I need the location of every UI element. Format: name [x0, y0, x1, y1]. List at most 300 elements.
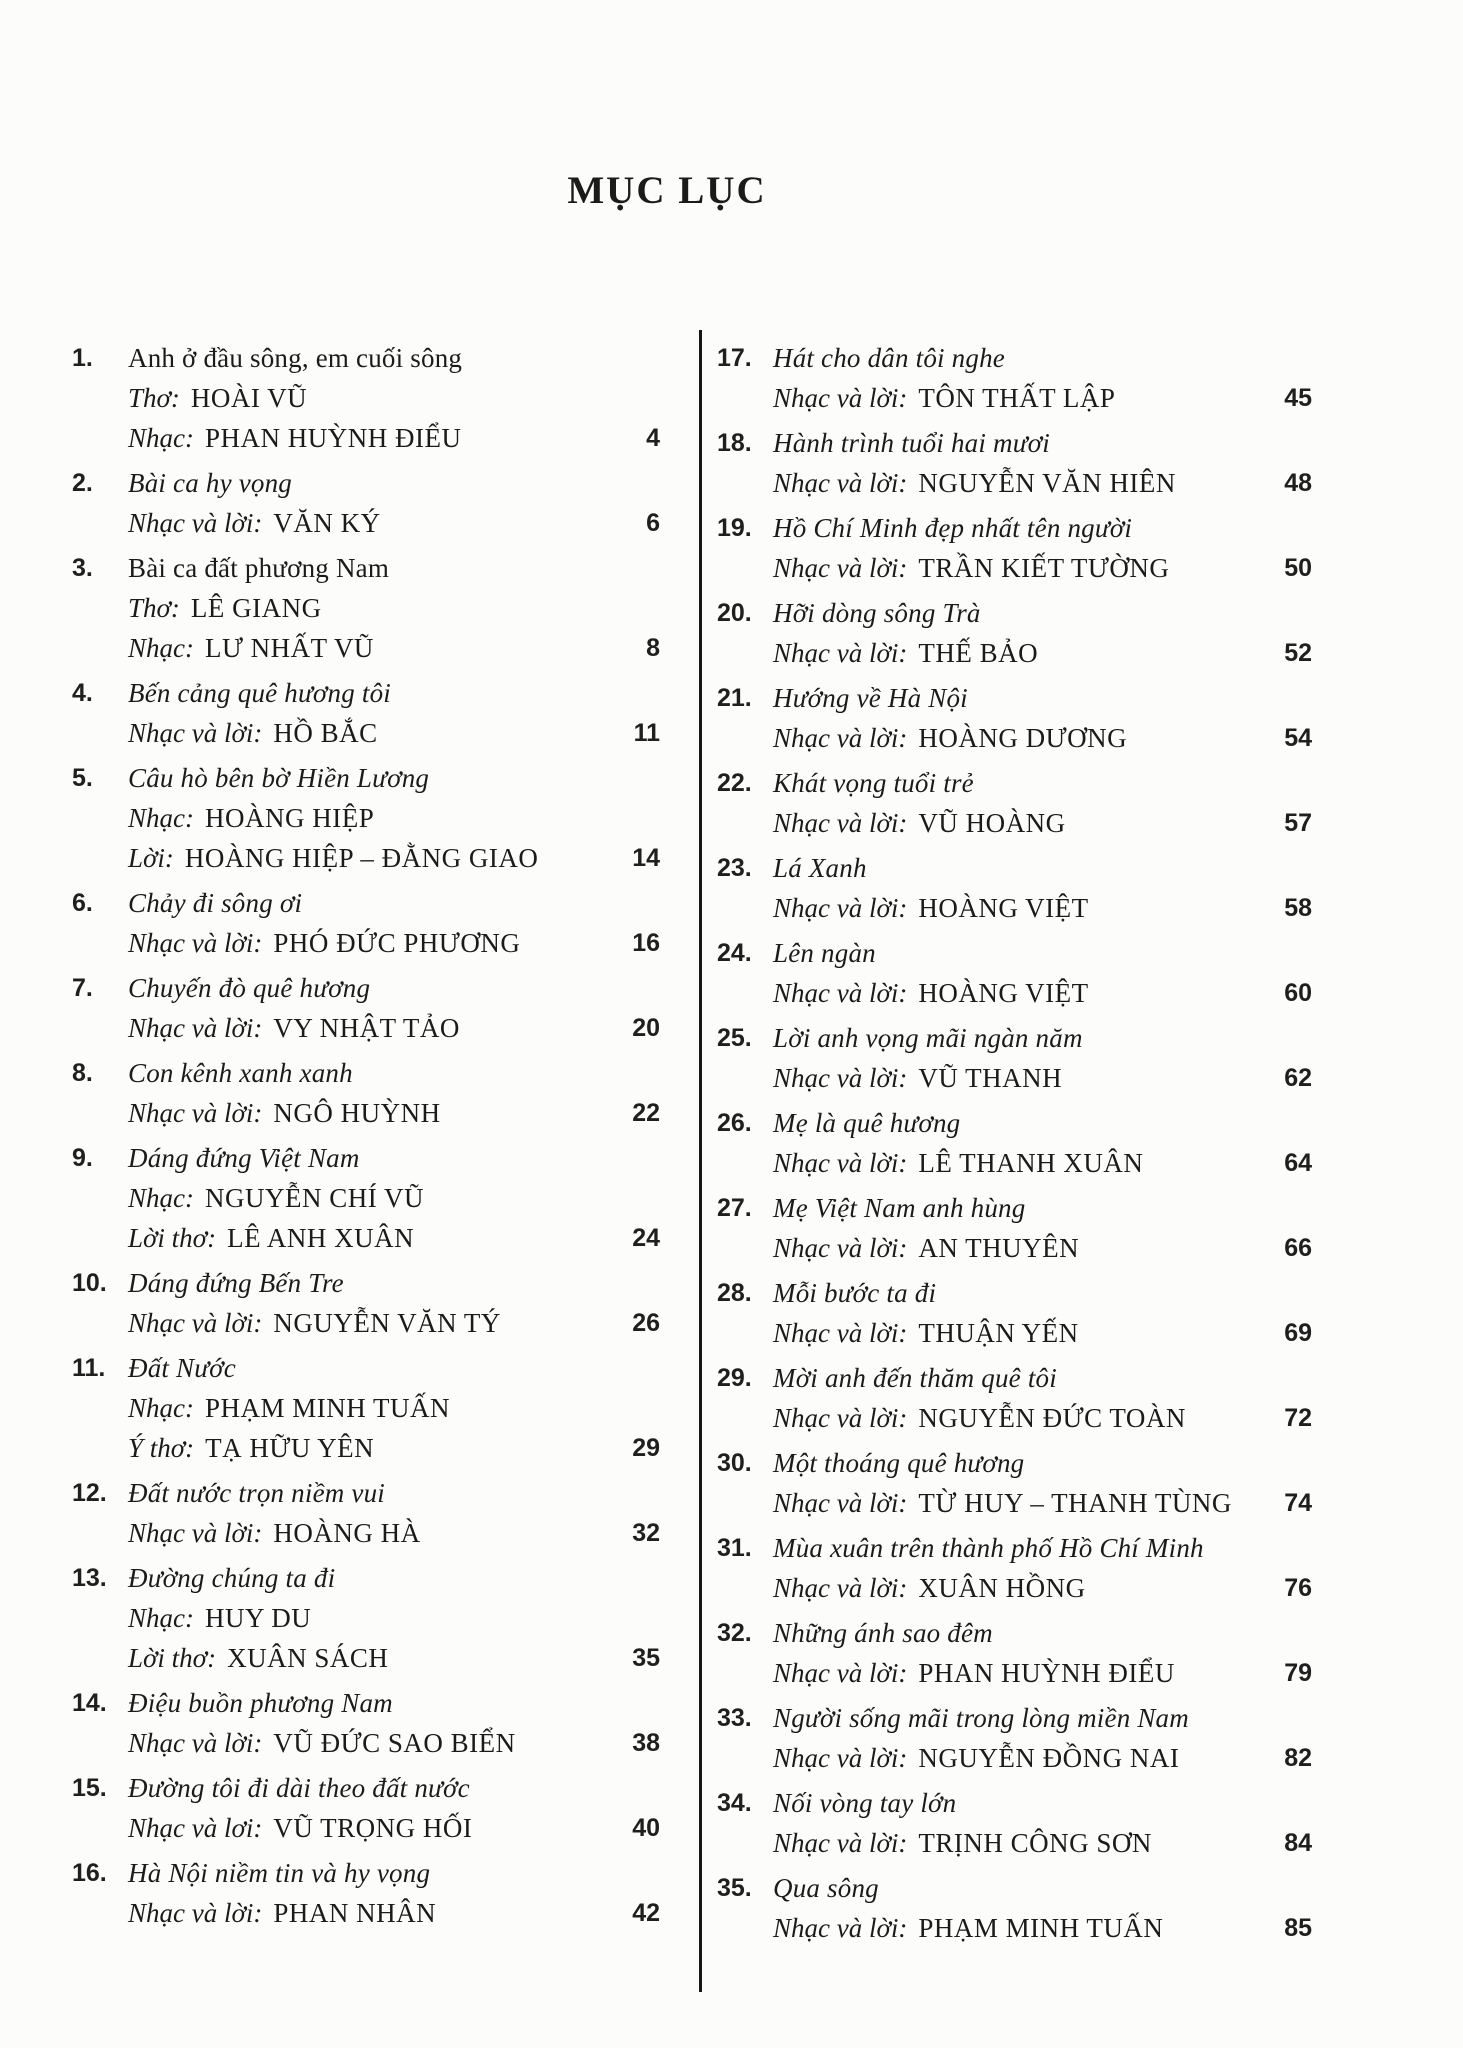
entry-number: 34.: [717, 1788, 752, 1817]
credit-name: THUẬN YẾN: [918, 1317, 1079, 1348]
credit-line: [72, 628, 660, 668]
toc-entry: [717, 1698, 1312, 1778]
toc-right-column: [717, 338, 1312, 1948]
toc-entry-title-line: [72, 968, 660, 1008]
entry-number: 17.: [717, 343, 752, 372]
credit-name: NGUYỄN VĂN TÝ: [273, 1307, 501, 1338]
toc-entry: [717, 1018, 1312, 1098]
entry-number: 33.: [717, 1703, 752, 1732]
credit-line: [72, 1598, 660, 1638]
page-number: 50: [1284, 553, 1312, 582]
entry-number: 21.: [717, 683, 752, 712]
toc-entry: [717, 1273, 1312, 1353]
credit-line: [72, 1638, 660, 1678]
toc-entry-title-line: [72, 1473, 660, 1513]
toc-entry: [717, 1613, 1312, 1693]
credit-line: [717, 1483, 1312, 1523]
song-title: Mùa xuân trên thành phố Hồ Chí Minh: [773, 1532, 1204, 1563]
page-number: 20: [632, 1013, 660, 1042]
song-title: Nối vòng tay lớn: [773, 1787, 957, 1818]
credit-name: PHAN HUỲNH ĐIỂU: [204, 422, 462, 453]
credit-line: [717, 1058, 1312, 1098]
entry-number: 22.: [717, 768, 752, 797]
credit-line: [72, 1218, 660, 1258]
page-number: 45: [1284, 383, 1312, 412]
toc-entry: [72, 1558, 660, 1678]
entry-number: 10.: [72, 1268, 107, 1297]
credit-label: Nhạc và lời:: [773, 1402, 908, 1433]
toc-entry-title-line: [717, 1103, 1312, 1143]
song-title: Dáng đứng Việt Nam: [128, 1142, 360, 1173]
credit-label: Nhạc:: [128, 1182, 194, 1213]
credit-label: Nhạc và lời:: [773, 1062, 908, 1093]
credit-name: XUÂN HỒNG: [918, 1572, 1086, 1603]
credit-name: NGUYỄN CHÍ VŨ: [204, 1182, 424, 1213]
credit-name: HOÀNG DƯƠNG: [918, 722, 1128, 753]
credit-name: HOÀNG VIỆT: [918, 892, 1089, 923]
entry-number: 28.: [717, 1278, 752, 1307]
credit-line: [72, 588, 660, 628]
credit-label: Nhạc và lời:: [773, 1742, 908, 1773]
toc-entry-title-line: [717, 1868, 1312, 1908]
credit-label: Nhạc và lời:: [128, 1097, 263, 1128]
toc-entry: [717, 338, 1312, 418]
page-number: 42: [632, 1898, 660, 1927]
credit-name: LÊ THANH XUÂN: [918, 1147, 1144, 1178]
page-number: 26: [632, 1308, 660, 1337]
song-title: Những ánh sao đêm: [773, 1617, 993, 1648]
page-number: 40: [632, 1813, 660, 1842]
toc-entry: [72, 758, 660, 878]
entry-number: 30.: [717, 1448, 752, 1477]
page-number: 11: [633, 718, 660, 747]
song-title: Hát cho dân tôi nghe: [773, 342, 1005, 373]
toc-entry-title-line: [72, 548, 660, 588]
entry-number: 1.: [72, 343, 93, 372]
toc-entry-title-line: [72, 673, 660, 713]
credit-name: VĂN KÝ: [273, 507, 381, 538]
credit-line: [717, 1568, 1312, 1608]
credit-line: [717, 463, 1312, 503]
credit-line: [72, 1893, 660, 1933]
entry-number: 26.: [717, 1108, 752, 1137]
toc-entry: [72, 1853, 660, 1933]
page-number: 8: [646, 633, 660, 662]
page-number: 22: [632, 1098, 660, 1127]
toc-entry: [72, 1348, 660, 1468]
toc-entry: [72, 1138, 660, 1258]
credit-line: [72, 503, 660, 543]
credit-label: Lời:: [128, 842, 174, 873]
page-number: 66: [1284, 1233, 1312, 1262]
credit-line: [72, 1178, 660, 1218]
toc-entry: [717, 508, 1312, 588]
credit-label: Nhạc và lời:: [773, 807, 908, 838]
toc-entry-title-line: [72, 338, 660, 378]
credit-label: Nhạc và lời:: [773, 1912, 908, 1943]
song-title: Anh ở đầu sông, em cuối sông: [128, 342, 463, 373]
toc-entry: [72, 463, 660, 543]
credit-line: [717, 888, 1312, 928]
credit-name: HOÀNG HIỆP: [204, 802, 375, 833]
credit-label: Ý thơ:: [128, 1432, 195, 1463]
credit-name: HUY DU: [204, 1602, 312, 1633]
page-number: 72: [1284, 1403, 1312, 1432]
entry-number: 2.: [72, 468, 93, 497]
credit-line: [72, 1723, 660, 1763]
song-title: Hành trình tuổi hai mươi: [773, 427, 1050, 458]
credit-name: THẾ BẢO: [918, 637, 1039, 668]
song-title: Bài ca đất phương Nam: [128, 552, 390, 583]
credit-name: VY NHẬT TẢO: [273, 1012, 460, 1043]
credit-name: LÊ GIANG: [190, 592, 322, 623]
toc-entry: [72, 338, 660, 458]
song-title: Mỗi bước ta đi: [773, 1277, 937, 1308]
credit-line: [717, 1143, 1312, 1183]
toc-entry-title-line: [717, 1613, 1312, 1653]
credit-label: Nhạc và lời:: [773, 1827, 908, 1858]
credit-name: VŨ THANH: [918, 1062, 1063, 1093]
entry-number: 14.: [72, 1688, 107, 1717]
toc-entry: [717, 423, 1312, 503]
credit-line: [717, 1228, 1312, 1268]
page-number: 38: [632, 1728, 660, 1757]
toc-entry: [72, 1263, 660, 1343]
credit-line: [717, 1398, 1312, 1438]
song-title: Qua sông: [773, 1872, 879, 1903]
credit-label: Nhạc và lời:: [773, 552, 908, 583]
page-number: 54: [1284, 723, 1312, 752]
song-title: Hồ Chí Minh đẹp nhất tên người: [773, 512, 1133, 543]
credit-name: VŨ TRỌNG HỐI: [273, 1812, 473, 1843]
credit-label: Nhạc và lời:: [128, 1897, 263, 1928]
entry-number: 13.: [72, 1563, 107, 1592]
song-title: Đường tôi đi dài theo đất nước: [128, 1772, 470, 1803]
credit-name: HOÀNG HÀ: [273, 1517, 421, 1548]
page-number: 6: [646, 508, 660, 537]
page-number: 4: [646, 423, 660, 452]
credit-label: Nhạc và lời:: [773, 722, 908, 753]
credit-line: [717, 1653, 1312, 1693]
credit-line: [72, 378, 660, 418]
song-title: Người sống mãi trong lòng miền Nam: [773, 1702, 1189, 1733]
toc-entry: [717, 1103, 1312, 1183]
toc-entry: [717, 763, 1312, 843]
song-title: Đất nước trọn niềm vui: [128, 1477, 385, 1508]
toc-entry-title-line: [717, 423, 1312, 463]
entry-number: 12.: [72, 1478, 107, 1507]
toc-entry-title-line: [717, 593, 1312, 633]
entry-number: 9.: [72, 1143, 93, 1172]
page-number: 57: [1284, 808, 1312, 837]
toc-entry: [717, 848, 1312, 928]
toc-entry-title-line: [72, 463, 660, 503]
toc-entry-title-line: [717, 1783, 1312, 1823]
toc-entry: [717, 1443, 1312, 1523]
page-number: 69: [1284, 1318, 1312, 1347]
toc-left-column: [72, 338, 660, 1933]
credit-name: NGUYỄN ĐỨC TOÀN: [918, 1402, 1186, 1433]
credit-line: [72, 713, 660, 753]
song-title: Lên ngàn: [773, 937, 876, 968]
credit-label: Nhạc:: [128, 1392, 194, 1423]
credit-label: Nhạc và lời:: [773, 1657, 908, 1688]
page-number: 74: [1284, 1488, 1312, 1517]
entry-number: 20.: [717, 598, 752, 627]
credit-line: [72, 1388, 660, 1428]
page-number: 24: [632, 1223, 660, 1252]
credit-line: [72, 838, 660, 878]
credit-line: [717, 1908, 1312, 1948]
toc-entry: [72, 1768, 660, 1848]
toc-entry-title-line: [72, 1053, 660, 1093]
song-title: Mời anh đến thăm quê tôi: [773, 1362, 1057, 1393]
credit-label: Nhạc và lời:: [128, 717, 263, 748]
entry-number: 4.: [72, 678, 93, 707]
credit-label: Thơ:: [128, 382, 180, 413]
page-number: 29: [632, 1433, 660, 1462]
credit-name: HOÀNG VIỆT: [918, 977, 1089, 1008]
credit-line: [717, 1313, 1312, 1353]
credit-label: Nhạc và lời:: [128, 1012, 263, 1043]
credit-label: Lời thơ:: [128, 1222, 217, 1253]
page-number: 79: [1284, 1658, 1312, 1687]
credit-label: Nhạc và lời:: [773, 892, 908, 923]
song-title: Chuyến đò quê hương: [128, 972, 371, 1003]
credit-label: Nhạc:: [128, 802, 194, 833]
entry-number: 27.: [717, 1193, 752, 1222]
toc-entry-title-line: [72, 883, 660, 923]
credit-name: NGUYỄN ĐỒNG NAI: [918, 1742, 1180, 1773]
credit-label: Nhạc và lời:: [773, 1317, 908, 1348]
credit-name: PHẠM MINH TUẤN: [204, 1392, 451, 1423]
toc-entry-title-line: [72, 1263, 660, 1303]
credit-name: NGÔ HUỲNH: [273, 1097, 441, 1128]
page-number: 84: [1284, 1828, 1312, 1857]
toc-entry: [717, 1358, 1312, 1438]
entry-number: 32.: [717, 1618, 752, 1647]
page-number: 76: [1284, 1573, 1312, 1602]
toc-entry-title-line: [72, 1348, 660, 1388]
toc-entry: [717, 1528, 1312, 1608]
toc-entry: [717, 593, 1312, 673]
credit-label: Nhạc và lời:: [128, 1517, 263, 1548]
song-title: Khát vọng tuổi trẻ: [773, 767, 974, 798]
entry-number: 25.: [717, 1023, 752, 1052]
credit-line: [717, 633, 1312, 673]
song-title: Con kênh xanh xanh: [128, 1057, 353, 1088]
credit-name: AN THUYÊN: [918, 1232, 1080, 1263]
toc-entry-title-line: [72, 1138, 660, 1178]
credit-line: [72, 1428, 660, 1468]
entry-number: 7.: [72, 973, 93, 1002]
entry-number: 5.: [72, 763, 93, 792]
credit-name: LÊ ANH XUÂN: [227, 1222, 415, 1253]
credit-label: Nhạc và lời:: [128, 507, 263, 538]
entry-number: 31.: [717, 1533, 752, 1562]
credit-line: [717, 1738, 1312, 1778]
toc-entry-title-line: [72, 1683, 660, 1723]
entry-number: 16.: [72, 1858, 107, 1887]
toc-entry-title-line: [717, 1018, 1312, 1058]
entry-number: 3.: [72, 553, 93, 582]
credit-label: Nhạc:: [128, 1602, 194, 1633]
credit-label: Thơ:: [128, 592, 180, 623]
toc-entry: [72, 883, 660, 963]
song-title: Điệu buồn phương Nam: [128, 1687, 393, 1718]
credit-label: Nhạc và lời:: [128, 1307, 263, 1338]
toc-entry: [717, 1868, 1312, 1948]
entry-number: 35.: [717, 1873, 752, 1902]
toc-entry-title-line: [717, 848, 1312, 888]
toc-entry: [717, 678, 1312, 758]
credit-line: [72, 923, 660, 963]
song-title: Mẹ là quê hương: [773, 1107, 961, 1138]
toc-entry-title-line: [717, 1358, 1312, 1398]
page-number: 35: [632, 1643, 660, 1672]
page-number: 82: [1284, 1743, 1312, 1772]
credit-label: Nhạc và lời:: [773, 1487, 908, 1518]
credit-name: VŨ HOÀNG: [918, 807, 1066, 838]
song-title: Lá Xanh: [773, 852, 867, 883]
toc-entry-title-line: [717, 1698, 1312, 1738]
toc-entry-title-line: [717, 1188, 1312, 1228]
entry-number: 19.: [717, 513, 752, 542]
page-number: 48: [1284, 468, 1312, 497]
song-title: Mẹ Việt Nam anh hùng: [773, 1192, 1026, 1223]
credit-name: TÔN THẤT LẬP: [918, 382, 1116, 413]
credit-line: [72, 1008, 660, 1048]
toc-entry-title-line: [717, 933, 1312, 973]
entry-number: 24.: [717, 938, 752, 967]
page-number: 85: [1284, 1913, 1312, 1942]
credit-name: HOÀNG HIỆP – ĐẰNG GIAO: [184, 842, 539, 873]
page-number: 16: [632, 928, 660, 957]
credit-line: [72, 1808, 660, 1848]
entry-number: 15.: [72, 1773, 107, 1802]
page-number: 64: [1284, 1148, 1312, 1177]
page-number: 60: [1284, 978, 1312, 1007]
credit-label: Nhạc và lời:: [128, 927, 263, 958]
toc-entry-title-line: [72, 1558, 660, 1598]
credit-name: PHAN NHÂN: [273, 1897, 437, 1928]
toc-entry-title-line: [717, 1528, 1312, 1568]
credit-label: Nhạc và lời:: [773, 467, 908, 498]
page-number: 32: [632, 1518, 660, 1547]
credit-label: Nhạc và lời:: [773, 637, 908, 668]
credit-line: [72, 418, 660, 458]
credit-name: VŨ ĐỨC SAO BIỂN: [273, 1727, 516, 1758]
credit-line: [717, 1823, 1312, 1863]
page-number: 52: [1284, 638, 1312, 667]
toc-entry-title-line: [717, 338, 1312, 378]
toc-entry-title-line: [717, 1273, 1312, 1313]
song-title: Bài ca hy vọng: [128, 467, 292, 498]
song-title: Hướng về Hà Nội: [773, 682, 968, 713]
credit-line: [72, 1093, 660, 1133]
credit-label: Nhạc và lời:: [773, 1147, 908, 1178]
song-title: Đất Nước: [128, 1352, 236, 1383]
song-title: Hà Nội niềm tin và hy vọng: [128, 1857, 431, 1888]
credit-name: TẠ HỮU YÊN: [205, 1432, 375, 1463]
song-title: Đường chúng ta đi: [128, 1562, 336, 1593]
credit-name: PHÓ ĐỨC PHƯƠNG: [273, 927, 521, 958]
toc-entry-title-line: [72, 1853, 660, 1893]
song-title: Một thoáng quê hương: [773, 1447, 1025, 1478]
entry-number: 11.: [72, 1353, 106, 1382]
toc-entry-title-line: [717, 1443, 1312, 1483]
song-title: Câu hò bên bờ Hiền Lương: [128, 762, 430, 793]
credit-name: PHAN HUỲNH ĐIỂU: [918, 1657, 1175, 1688]
credit-line: [717, 718, 1312, 758]
toc-entry: [72, 673, 660, 753]
song-title: Hỡi dòng sông Trà: [773, 597, 981, 628]
credit-name: TỪ HUY – THANH TÙNG: [918, 1487, 1232, 1518]
song-title: Bến cảng quê hương tôi: [128, 677, 391, 708]
song-title: Dáng đứng Bến Tre: [128, 1267, 344, 1298]
entry-number: 23.: [717, 853, 752, 882]
toc-entry-title-line: [717, 678, 1312, 718]
toc-entry-title-line: [72, 758, 660, 798]
credit-name: NGUYỄN VĂN HIÊN: [918, 467, 1176, 498]
credit-name: TRỊNH CÔNG SƠN: [918, 1827, 1152, 1858]
credit-line: [72, 798, 660, 838]
toc-entry: [72, 1683, 660, 1763]
entry-number: 8.: [72, 1058, 93, 1087]
song-title: Chảy đi sông ơi: [128, 887, 303, 918]
toc-entry: [72, 968, 660, 1048]
column-divider: [699, 330, 702, 1992]
toc-entry: [72, 1053, 660, 1133]
page-title: MỤC LỤC: [567, 169, 767, 212]
credit-name: PHẠM MINH TUẤN: [918, 1912, 1164, 1943]
credit-name: XUÂN SÁCH: [227, 1642, 389, 1673]
entry-number: 18.: [717, 428, 752, 457]
credit-line: [72, 1303, 660, 1343]
credit-label: Nhạc và lời:: [773, 1232, 908, 1263]
toc-entry-title-line: [72, 1768, 660, 1808]
page-number: 58: [1284, 893, 1312, 922]
credit-name: TRẦN KIẾT TƯỜNG: [918, 552, 1170, 583]
toc-entry: [72, 548, 660, 668]
credit-line: [717, 973, 1312, 1013]
credit-label: Lời thơ:: [128, 1642, 217, 1673]
toc-entry: [72, 1473, 660, 1553]
credit-line: [717, 548, 1312, 588]
credit-name: HOÀI VŨ: [190, 382, 308, 413]
toc-entry-title-line: [717, 508, 1312, 548]
credit-label: Nhạc và lời:: [773, 977, 908, 1008]
credit-label: Nhạc:: [128, 422, 194, 453]
credit-label: Nhạc và lời:: [773, 1572, 908, 1603]
credit-name: HỒ BẮC: [273, 717, 378, 748]
credit-line: [717, 803, 1312, 843]
credit-label: Nhạc:: [128, 632, 194, 663]
credit-name: LƯ NHẤT VŨ: [204, 632, 374, 663]
credit-label: Nhạc và lơi:: [128, 1812, 263, 1843]
toc-entry: [717, 1783, 1312, 1863]
toc-entry: [717, 1188, 1312, 1268]
toc-entry-title-line: [717, 763, 1312, 803]
credit-label: Nhạc và lời:: [773, 382, 908, 413]
credit-line: [72, 1513, 660, 1553]
entry-number: 6.: [72, 888, 93, 917]
page-number: 62: [1284, 1063, 1312, 1092]
entry-number: 29.: [717, 1363, 752, 1392]
song-title: Lời anh vọng mãi ngàn năm: [773, 1022, 1083, 1053]
toc-entry: [717, 933, 1312, 1013]
page-number: 14: [632, 843, 660, 872]
